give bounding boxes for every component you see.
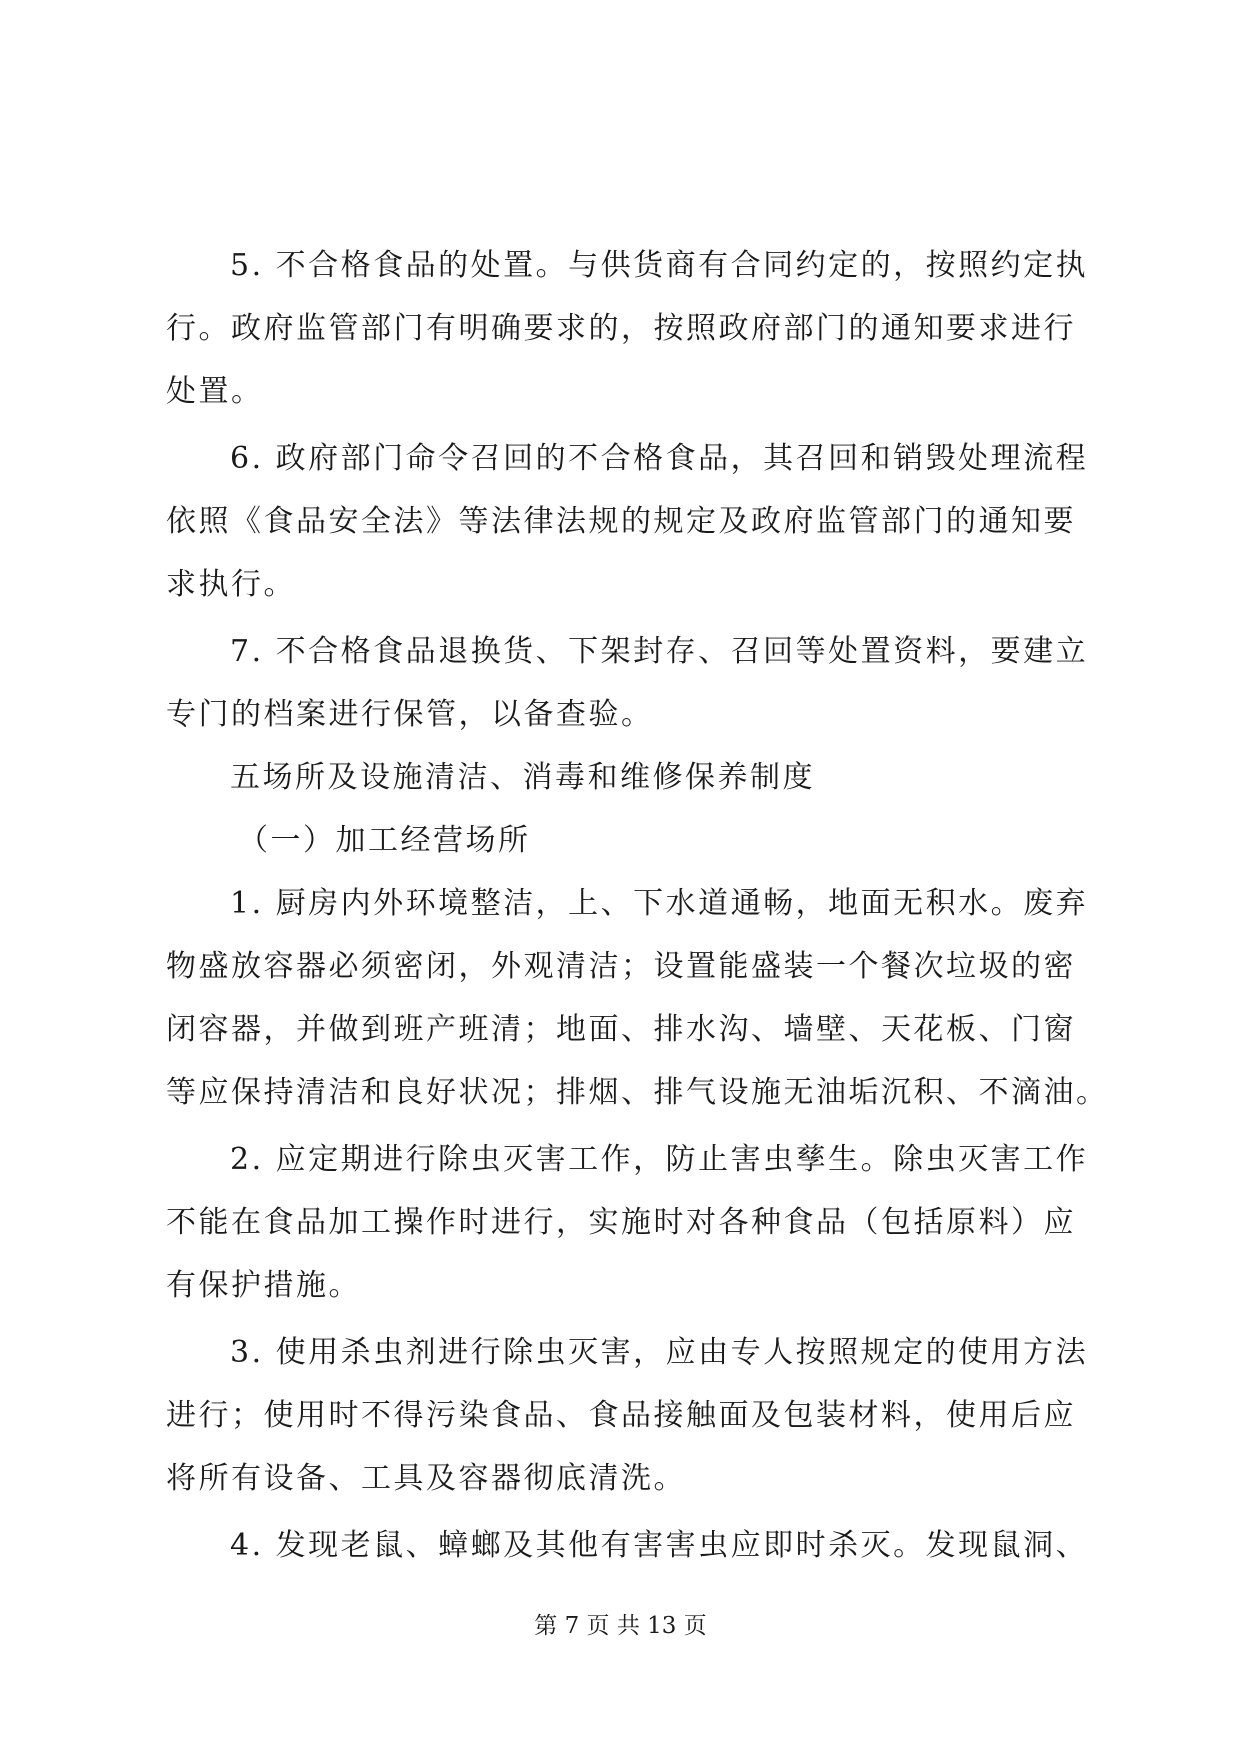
paragraph-7-line-2: 专门的档案进行保管，以备查验。 <box>166 697 654 732</box>
subsection-heading: （一）加工经营场所 <box>238 823 531 858</box>
item-1-line-2: 物盛放容器必须密闭，外观清洁；设置能盛装一个餐次垃圾的密 <box>166 949 1076 984</box>
paragraph-6-line-3: 求执行。 <box>166 567 296 602</box>
item-3-line-1: 3. 使用杀虫剂进行除虫灭害，应由专人按照规定的使用方法 <box>230 1335 1089 1370</box>
paragraph-7-line-1: 7. 不合格食品退换货、下架封存、召回等处置资料，要建立 <box>230 634 1089 669</box>
paragraph-6-line-1: 6. 政府部门命令召回的不合格食品，其召回和销毁处理流程 <box>230 441 1089 476</box>
section-heading: 五场所及设施清洁、消毒和维修保养制度 <box>230 760 815 795</box>
item-1-line-1: 1. 厨房内外环境整洁，上、下水道通畅，地面无积水。废弃 <box>230 886 1089 921</box>
item-2-line-2: 不能在食品加工操作时进行，实施时对各种食品（包括原料）应 <box>166 1205 1076 1240</box>
item-2-line-3: 有保护措施。 <box>166 1268 361 1303</box>
item-2-line-1: 2. 应定期进行除虫灭害工作，防止害虫孳生。除虫灭害工作 <box>230 1142 1089 1177</box>
document-body <box>166 234 1109 1577</box>
paragraph-5-line-1: 5. 不合格食品的处置。与供货商有合同约定的，按照约定执 <box>230 248 1089 283</box>
page-number-footer: 第 7 页 共 13 页 <box>534 1613 707 1639</box>
item-1-line-4: 等应保持清洁和良好状况；排烟、排气设施无油垢沉积、不滴油。 <box>166 1075 1109 1110</box>
paragraph-5-line-3: 处置。 <box>166 374 264 409</box>
paragraph-5-line-2: 行。政府监管部门有明确要求的，按照政府部门的通知要求进行 <box>166 311 1076 346</box>
item-3-line-2: 进行；使用时不得污染食品、食品接触面及包装材料，使用后应 <box>166 1398 1076 1433</box>
item-3-line-3: 将所有设备、工具及容器彻底清洗。 <box>166 1461 686 1496</box>
item-1-line-3: 闭容器，并做到班产班清；地面、排水沟、墙壁、天花板、门窗 <box>166 1012 1076 1047</box>
item-4-line-1: 4. 发现老鼠、蟑螂及其他有害害虫应即时杀灭。发现鼠洞、 <box>230 1528 1089 1563</box>
paragraph-6-line-2: 依照《食品安全法》等法律法规的规定及政府监管部门的通知要 <box>166 504 1076 539</box>
